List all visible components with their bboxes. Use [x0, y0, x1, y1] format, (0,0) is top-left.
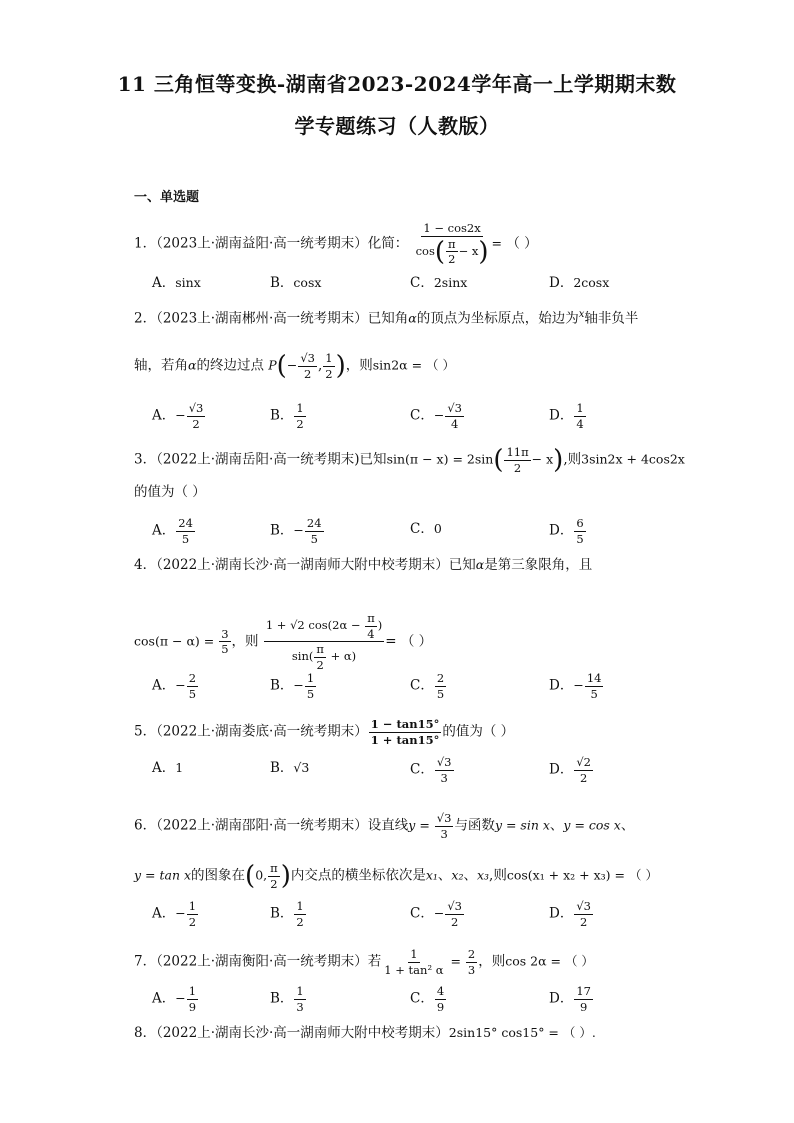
question-8: 8．（2022上·湖南长沙·高一湖南师大附中校考期末）2sin15° cos15° = （ ）. — [134, 1025, 596, 1041]
option-b[interactable]: B．cosx — [270, 275, 322, 291]
option-c[interactable]: C． $\frac{√3}{3}$ — [410, 755, 452, 785]
option-c[interactable]: C．0 — [410, 521, 442, 537]
question-7: 7．（2022上·湖南衡阳·高一统考期末）若 $\frac{1}{\text{1 + tan² α}}$ = $\frac{2}{3}$ ，则cos 2α = （ ） — [134, 947, 594, 977]
page-title-line1: 11 三角恒等变换-湖南省2023-2024学年高一上学期期末数 — [117, 72, 677, 96]
answer-blank: （ ） — [506, 235, 538, 252]
question-1: 1．（2023上·湖南益阳·高一统考期末）化简： 1 − cos2x cos( $\frac{\pi}{2}$ − x) = （ ） — [134, 221, 538, 267]
question-5: 5．（2022上·湖南娄底·高一统考期末） $\frac{1 - \tan 15^\circ}{1 + \tan 15^\circ}$ 的值为（ ） — [134, 717, 515, 747]
option-a[interactable]: A．− $\frac{√3}{2}$ — [152, 401, 204, 431]
question-6: 6．（2022上·湖南邵阳·高一统考期末）设直线y = $\frac{√3}{3}$ 与函数y = sin x、y = cos x、 — [134, 811, 635, 841]
option-c[interactable]: C．− $\frac{√3}{4}$ — [410, 401, 462, 431]
option-c[interactable]: C． $\frac{4}{9}$ — [410, 984, 445, 1014]
big-fraction: 1 + √2 cos(2α − $\frac{\pi}{4}$ ) sin( $\frac{\pi}{2}$ + α) — [265, 611, 383, 672]
page-title-line2: 学专题练习（人教版） — [294, 114, 500, 138]
question-2-line2: 轴，若角α的终边过点 P(− $\frac{√3}{2}$ , $\frac{1}{2}$ )，则sin2α = （ ） — [134, 351, 456, 382]
option-a[interactable]: A． $\frac{24}{5}$ — [152, 516, 193, 546]
option-c[interactable]: C．− $\frac{√3}{2}$ — [410, 899, 462, 929]
question-3: 3．（2022上·湖南岳阳·高一统考期末)已知sin(π − x) = 2sin( $\frac{11\pi}{2}$ − x),则3sin2x + 4cos2x — [134, 445, 685, 476]
fraction: 1 − cos2x cos( $\frac{\pi}{2}$ − x) — [415, 221, 489, 267]
question-2: 2．（2023上·湖南郴州·高一统考期末）已知角α的顶点为坐标原点，始边为$^x$轴非负半 — [134, 309, 639, 327]
question-4-line2: cos(π − α) = $\frac{3}{5}$ ，则 1 + √2 cos(2α − $\frac{\pi}{4}$ ) sin( $\frac{\pi}{2}$ + α) = （ ） — [134, 611, 433, 672]
option-b[interactable]: B．− $\frac{1}{5}$ — [270, 671, 315, 701]
option-b[interactable]: B． $\frac{1}{2}$ — [270, 899, 304, 929]
option-d[interactable]: D．2cosx — [549, 275, 610, 291]
option-a[interactable]: A．− $\frac{2}{5}$ — [152, 671, 197, 701]
option-d[interactable]: D． $\frac{√2}{2}$ — [549, 755, 591, 785]
question-text: （2023上·湖南益阳·高一统考期末）化简： — [156, 235, 409, 252]
option-b[interactable]: B．− $\frac{24}{5}$ — [270, 516, 322, 546]
section-heading: 一、单选题 — [134, 190, 200, 205]
question-number: 1． — [134, 235, 157, 252]
option-b[interactable]: B．√3 — [270, 760, 310, 776]
option-d[interactable]: D． $\frac{6}{5}$ — [549, 516, 584, 546]
option-a[interactable]: A．− $\frac{1}{9}$ — [152, 984, 197, 1014]
option-a[interactable]: A．1 — [152, 760, 184, 776]
option-d[interactable]: D． $\frac{17}{9}$ — [549, 984, 591, 1014]
option-a[interactable]: A．sinx — [152, 275, 201, 291]
option-d[interactable]: D． $\frac{1}{4}$ — [549, 401, 584, 431]
option-d[interactable]: D．− $\frac{14}{5}$ — [549, 671, 602, 701]
question-6-line2: y = tan x的图象在(0, $\frac{\pi}{2}$ )内交点的横坐标依次是x₁、x₂、x₃,则cos(x₁ + x₂ + x₃) = （ ） — [134, 861, 658, 892]
option-b[interactable]: B． $\frac{1}{3}$ — [270, 984, 304, 1014]
question-4: 4．（2022上·湖南长沙·高一湖南师大附中校考期末）已知α是第三象限角，且 — [134, 557, 593, 573]
option-c[interactable]: C． $\frac{2}{5}$ — [410, 671, 445, 701]
option-c[interactable]: C．2sinx — [410, 275, 468, 291]
option-b[interactable]: B． $\frac{1}{2}$ — [270, 401, 304, 431]
option-d[interactable]: D． $\frac{√3}{2}$ — [549, 899, 591, 929]
option-a[interactable]: A．− $\frac{1}{2}$ — [152, 899, 197, 929]
question-3-line2: 的值为（ ） — [134, 484, 206, 500]
